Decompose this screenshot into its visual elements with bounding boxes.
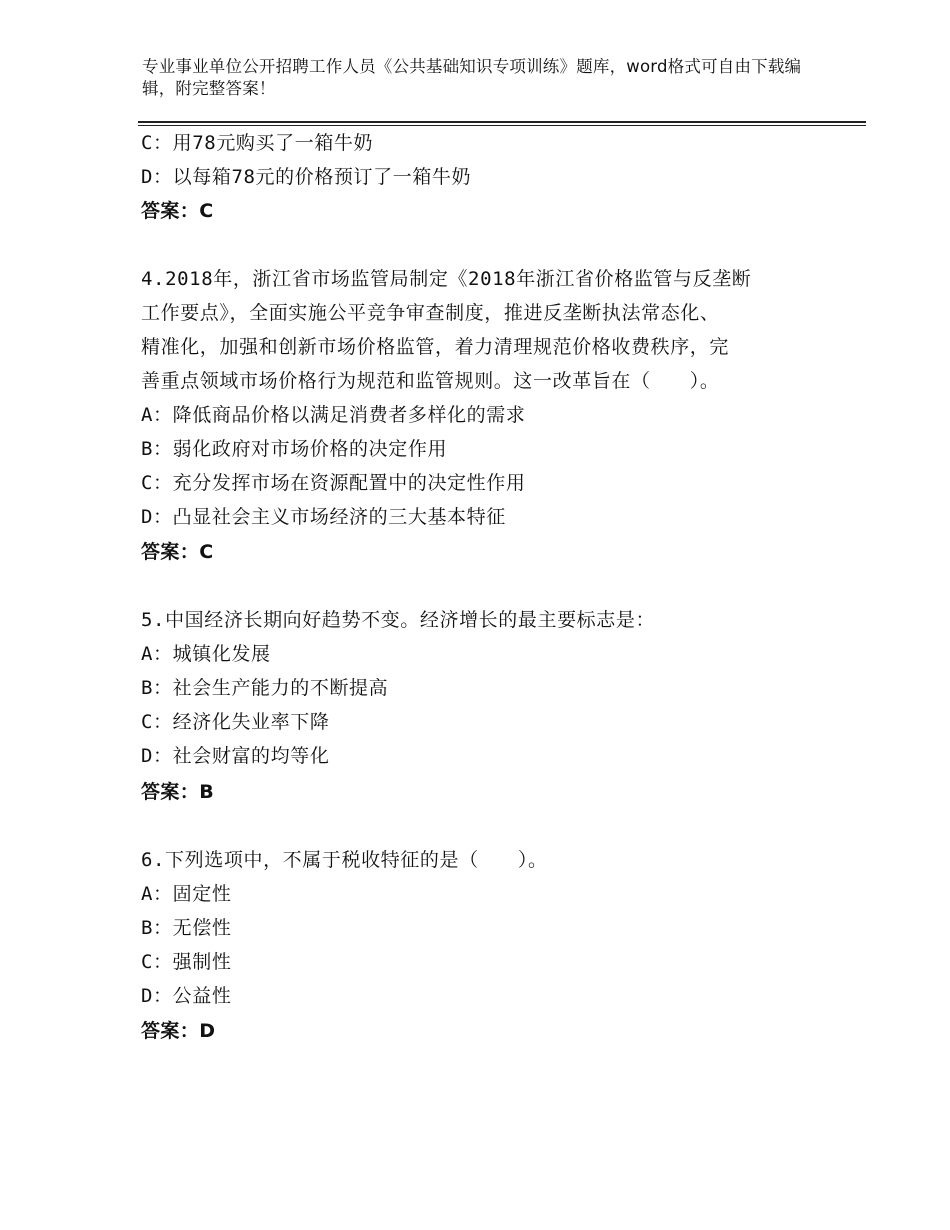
q5-answer: 答案：B bbox=[141, 781, 215, 803]
q3-option-c: C：用78元购买了一箱牛奶 bbox=[141, 132, 374, 154]
q6-option-d: D：公益性 bbox=[141, 985, 232, 1007]
q6-option-a: A：固定性 bbox=[141, 883, 232, 905]
header-text: 专业事业单位公开招聘工作人员《公共基础知识专项训练》题库，word格式可自由下载编辑，附完整答案！ bbox=[142, 57, 802, 98]
q3-option-d: D：以每箱78元的价格预订了一箱牛奶 bbox=[141, 166, 472, 188]
q3-answer: 答案：C bbox=[141, 200, 214, 222]
q4-option-b: B：弱化政府对市场价格的决定作用 bbox=[141, 438, 448, 460]
header-divider-thick bbox=[138, 121, 866, 123]
q4-answer: 答案：C bbox=[141, 541, 214, 563]
q5-stem: 5.中国经济长期向好趋势不变。经济增长的最主要标志是： bbox=[141, 609, 656, 631]
q5-option-b: B：社会生产能力的不断提高 bbox=[141, 677, 389, 699]
q4-option-c: C：充分发挥市场在资源配置中的决定性作用 bbox=[141, 472, 526, 494]
q4-stem-line-2: 工作要点》，全面实施公平竞争审查制度，推进反垄断执法常态化、 bbox=[141, 302, 720, 324]
q4-stem-line-3: 精准化，加强和创新市场价格监管，着力清理规范价格收费秩序，完 bbox=[141, 336, 730, 358]
q4-option-a: A：降低商品价格以满足消费者多样化的需求 bbox=[141, 404, 526, 426]
page-header bbox=[142, 56, 822, 100]
q4-stem-line-1: 4.2018年，浙江省市场监管局制定《2018年浙江省价格监管与反垄断 bbox=[141, 268, 752, 290]
q5-option-c: C：经济化失业率下降 bbox=[141, 711, 330, 733]
q6-option-b: B：无偿性 bbox=[141, 917, 232, 939]
q6-answer: 答案：D bbox=[141, 1020, 216, 1042]
q5-option-d: D：社会财富的均等化 bbox=[141, 745, 330, 767]
q6-option-c: C：强制性 bbox=[141, 951, 232, 973]
q4-option-d: D：凸显社会主义市场经济的三大基本特征 bbox=[141, 506, 506, 528]
q5-option-a: A：城镇化发展 bbox=[141, 643, 271, 665]
q4-stem-line-4: 善重点领域市场价格行为规范和监管规则。这一改革旨在（ ）。 bbox=[141, 370, 720, 392]
q6-stem: 6.下列选项中，不属于税收特征的是（ ）。 bbox=[141, 849, 548, 871]
